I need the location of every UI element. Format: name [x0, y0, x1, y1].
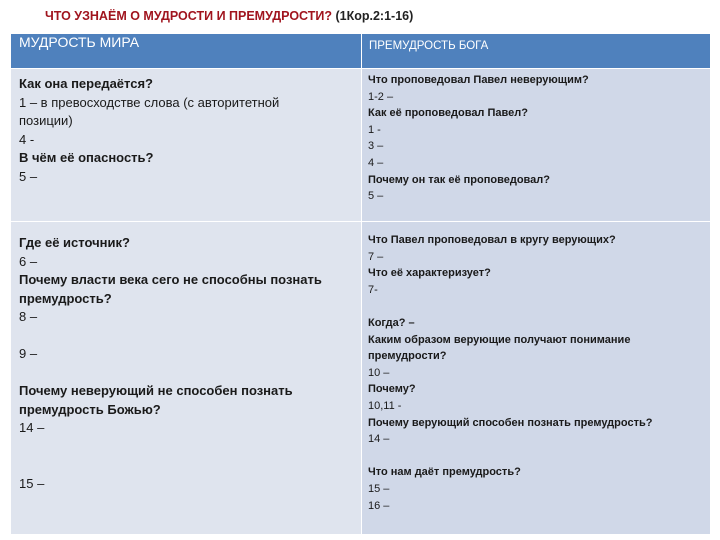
row2-right-cell	[362, 222, 711, 535]
text-line: 14 –	[19, 420, 45, 435]
text-line: В чём её опасность?	[19, 150, 154, 165]
text-line: Где её источник?	[19, 235, 130, 250]
row1-right-cell	[362, 69, 711, 222]
spacer-line	[11, 438, 361, 457]
text-line: Каким образом верующие получают понимание	[368, 333, 631, 346]
text-line: Что проповедовал Павел неверующим?	[368, 74, 589, 86]
text-line: 7-	[368, 283, 378, 296]
text-line: 6 –	[19, 253, 38, 269]
text-line: премудрость Божью?	[19, 401, 161, 417]
text-line: премудрость?	[19, 290, 112, 306]
text-line: 3 –	[368, 140, 384, 153]
text-line: 1 -	[368, 123, 381, 136]
text-line: 15 –	[368, 482, 390, 495]
header-divine-wisdom: ПРЕМУДРОСТЬ БОГА	[362, 34, 711, 69]
text-line: 4 -	[19, 131, 35, 147]
spacer-line	[362, 298, 710, 315]
text-line: 10,11 -	[368, 399, 402, 412]
text-line: Почему он так её проповедовал?	[368, 173, 550, 186]
title-reference: (1Кор.2:1-16)	[332, 9, 414, 23]
text-line: Что нам даёт премудрость?	[368, 466, 521, 479]
spacer-line	[362, 448, 710, 465]
text-line: Что её характеризует?	[368, 267, 491, 280]
title-main: ЧТО УЗНАЁМ О МУДРОСТИ И ПРЕМУДРОСТИ?	[45, 9, 333, 23]
text-line: 1-2 –	[368, 90, 394, 103]
text-line: Когда? –	[368, 316, 415, 329]
page-title	[45, 9, 413, 23]
text-line: 1 – в превосходстве слова (с авторитетной	[19, 94, 280, 110]
text-line: 16 –	[368, 499, 390, 512]
text-line: премудрости?	[368, 350, 447, 363]
text-line: 7 –	[368, 250, 384, 263]
text-line: 14 –	[368, 433, 390, 446]
text-line: 8 –	[19, 309, 38, 324]
spacer-line	[11, 327, 361, 346]
text-line: Почему верующий способен познать премудрость?	[368, 416, 653, 429]
text-line: Как её проповедовал Павел?	[368, 107, 528, 120]
comparison-table	[10, 33, 711, 535]
text-line: 4 –	[368, 156, 384, 169]
text-line: Почему неверующий не способен познать	[19, 383, 293, 398]
table-row	[11, 69, 711, 222]
text-line: Как она передаётся?	[19, 76, 153, 91]
row1-left-cell	[11, 69, 362, 222]
text-line: позиции)	[19, 113, 73, 128]
text-line: 9 –	[19, 346, 38, 361]
text-line: Почему?	[368, 383, 416, 396]
text-line: 5 –	[368, 190, 384, 203]
row2-left-cell	[11, 222, 362, 535]
spacer-line	[11, 456, 361, 475]
table-header-row	[11, 34, 711, 69]
header-worldly-wisdom: МУДРОСТЬ МИРА	[11, 34, 362, 69]
table-row	[11, 222, 711, 535]
text-line: Почему власти века сего не способны познать	[19, 272, 322, 287]
text-line: 15 –	[19, 475, 45, 491]
text-line: 10 –	[368, 366, 390, 379]
text-line: 5 –	[19, 168, 38, 184]
text-line: Что Павел проповедовал в кругу верующих?	[368, 234, 616, 246]
spacer-line	[11, 364, 361, 383]
